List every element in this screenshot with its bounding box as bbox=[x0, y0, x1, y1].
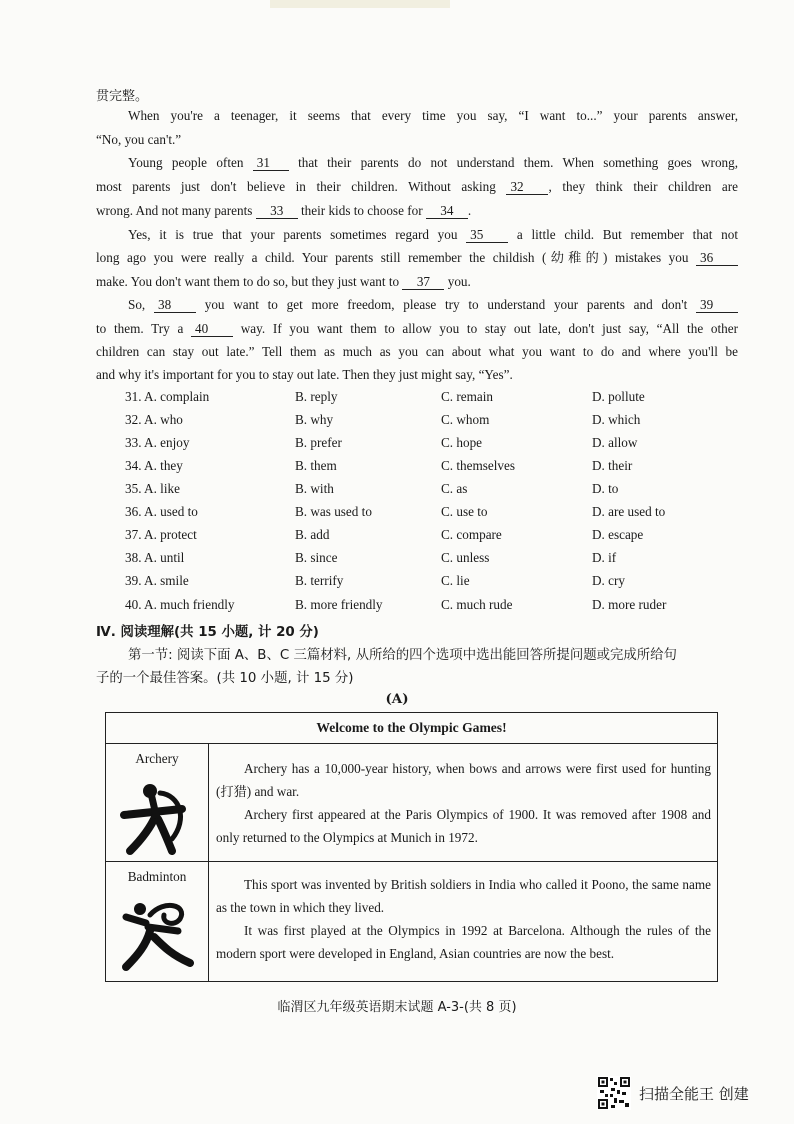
option-choice: C. compare bbox=[441, 527, 502, 542]
page-footer: 临渭区九年级英语期末试题 A-3-(共 8 页) bbox=[277, 1000, 517, 1015]
option-choice: 36. A. used to bbox=[125, 504, 198, 519]
sport-name: Archery bbox=[135, 751, 179, 766]
option-row bbox=[125, 573, 745, 593]
option-choice: C. lie bbox=[441, 573, 470, 588]
blank-37: 37 bbox=[402, 274, 444, 290]
archery-pictogram-icon bbox=[120, 779, 194, 855]
blank-38: 38 bbox=[154, 297, 196, 313]
section-instruction: 第一节: 阅读下面 A、B、C 三篇材料, 从所给的四个选项中选出能回答所提问题或完成所给句 bbox=[128, 648, 677, 663]
option-row bbox=[125, 435, 745, 455]
option-choice: D. are used to bbox=[592, 504, 666, 519]
sport-cell bbox=[106, 861, 209, 981]
description-paragraph: Archery has a 10,000-year history, when bows and arrows were first used for hunting (打猎) and war. bbox=[216, 761, 711, 799]
option-row bbox=[125, 527, 745, 547]
option-row bbox=[125, 597, 745, 617]
sport-description bbox=[216, 757, 711, 849]
option-choice: 37. A. protect bbox=[125, 527, 197, 542]
option-choice: D. allow bbox=[592, 435, 638, 450]
blank-31: 31 bbox=[253, 155, 289, 171]
option-choice: D. if bbox=[592, 550, 617, 565]
option-choice: 31. A. complain bbox=[125, 389, 210, 404]
option-choice: C. hope bbox=[441, 435, 483, 450]
passage-line: So, 38 you want to get more freedom, please try to understand your parents and don't 39 bbox=[128, 296, 738, 314]
option-choice: C. use to bbox=[441, 504, 488, 519]
passage-line: make. You don't want them to do so, but they just want to 37 you. bbox=[96, 274, 471, 289]
option-choice: B. more friendly bbox=[295, 597, 383, 612]
option-choice: C. whom bbox=[441, 412, 490, 427]
option-choice: B. terrify bbox=[295, 573, 344, 588]
option-row bbox=[125, 504, 745, 524]
option-choice: 39. A. smile bbox=[125, 573, 189, 588]
option-choice: D. which bbox=[592, 412, 641, 427]
section-heading: Ⅳ. 阅读理解(共 15 小题, 计 20 分) bbox=[96, 625, 319, 640]
option-choice: 34. A. they bbox=[125, 458, 183, 473]
option-choice: 38. A. until bbox=[125, 550, 185, 565]
passage-continuation: 贯完整。 bbox=[96, 89, 149, 104]
passage-line: wrong. And not many parents 33 their kids to choose for 34 . bbox=[96, 203, 472, 218]
option-row bbox=[125, 412, 745, 432]
option-choice: B. since bbox=[295, 550, 338, 565]
option-choice: D. cry bbox=[592, 573, 625, 588]
olympics-table bbox=[105, 712, 718, 982]
description-paragraph: Archery first appeared at the Paris Olympics of 1900. It was removed after 1908 and only returned to the Olympics at Munich in 1972. bbox=[216, 807, 711, 845]
sport-description bbox=[216, 873, 711, 965]
option-choice: C. much rude bbox=[441, 597, 513, 612]
blank-32: 32 bbox=[506, 179, 548, 195]
blank-36: 36 bbox=[696, 250, 738, 266]
option-choice: 33. A. enjoy bbox=[125, 435, 190, 450]
blank-33: 33 bbox=[256, 203, 298, 219]
option-choice: B. was used to bbox=[295, 504, 372, 519]
passage-line: When you're a teenager, it seems that every time you say, “I want to...” your parents answer, bbox=[128, 108, 738, 123]
option-choice: B. them bbox=[295, 458, 337, 473]
table-title: Welcome to the Olympic Games! bbox=[106, 713, 717, 744]
option-choice: D. pollute bbox=[592, 389, 645, 404]
section-instruction: 子的一个最佳答案。(共 10 小题, 计 15 分) bbox=[96, 671, 354, 686]
passage-line: Yes, it is true that your parents sometimes regard you 35 a little child. But remember that not bbox=[128, 227, 739, 242]
option-choice: B. why bbox=[295, 412, 334, 427]
option-choice: 35. A. like bbox=[125, 481, 180, 496]
passage-line: Young people often 31 that their parents do not understand them. When something goes wrong, bbox=[128, 155, 739, 170]
option-choice: B. prefer bbox=[295, 435, 342, 450]
option-choice: C. unless bbox=[441, 550, 490, 565]
qr-code-icon bbox=[597, 1076, 631, 1110]
passage-line: most parents just don't believe in their children. Without asking 32 , they think their children are bbox=[96, 179, 738, 194]
option-row bbox=[125, 481, 745, 501]
blank-34: 34 bbox=[426, 203, 468, 219]
blank-35: 35 bbox=[466, 227, 508, 243]
passage-line: long ago you were really a child. Your parents still remember the childish (幼稚的) mistakes you 36 bbox=[96, 249, 738, 267]
blank-40: 40 bbox=[191, 321, 233, 337]
sport-cell bbox=[106, 743, 209, 861]
passage-line: to them. Try a 40 way. If you want them to allow you to stay out late, don't just say, “All the other bbox=[96, 321, 738, 336]
option-choice: B. with bbox=[295, 481, 334, 496]
option-row bbox=[125, 458, 745, 478]
option-choice: C. as bbox=[441, 481, 468, 496]
option-choice: D. their bbox=[592, 458, 633, 473]
option-choice: B. reply bbox=[295, 389, 338, 404]
option-choice: B. add bbox=[295, 527, 330, 542]
scan-mark bbox=[270, 0, 450, 8]
option-choice: D. more ruder bbox=[592, 597, 667, 612]
option-choice: D. escape bbox=[592, 527, 644, 542]
passage-label: (A) bbox=[385, 691, 409, 707]
description-paragraph: It was first played at the Olympics in 1992 at Barcelona. Although the rules of the modern sport were developed in England, Asian countries are now the best. bbox=[216, 923, 711, 961]
option-choice: C. remain bbox=[441, 389, 494, 404]
option-row bbox=[125, 550, 745, 570]
sport-name: Badminton bbox=[127, 869, 187, 884]
option-choice: D. to bbox=[592, 481, 619, 496]
table-row bbox=[106, 743, 717, 862]
scanner-watermark: 扫描全能王 创建 bbox=[639, 1085, 749, 1103]
option-row bbox=[125, 389, 745, 409]
passage-line: and why it's important for you to stay out late. Then they just might say, “Yes”. bbox=[96, 367, 513, 382]
table-row bbox=[106, 861, 717, 981]
option-choice: 40. A. much friendly bbox=[125, 597, 235, 612]
description-paragraph: This sport was invented by British soldiers in India who called it Poono, the same name as the town in which they lived. bbox=[216, 877, 711, 915]
option-choice: C. themselves bbox=[441, 458, 515, 473]
passage-line: “No, you can't.” bbox=[96, 132, 182, 147]
passage-line: children can stay out late.” Tell them as much as you can about what you want to do and where you'll be bbox=[96, 344, 738, 359]
option-choice: 32. A. who bbox=[125, 412, 183, 427]
badminton-pictogram-icon bbox=[120, 897, 194, 973]
blank-39: 39 bbox=[696, 297, 738, 313]
